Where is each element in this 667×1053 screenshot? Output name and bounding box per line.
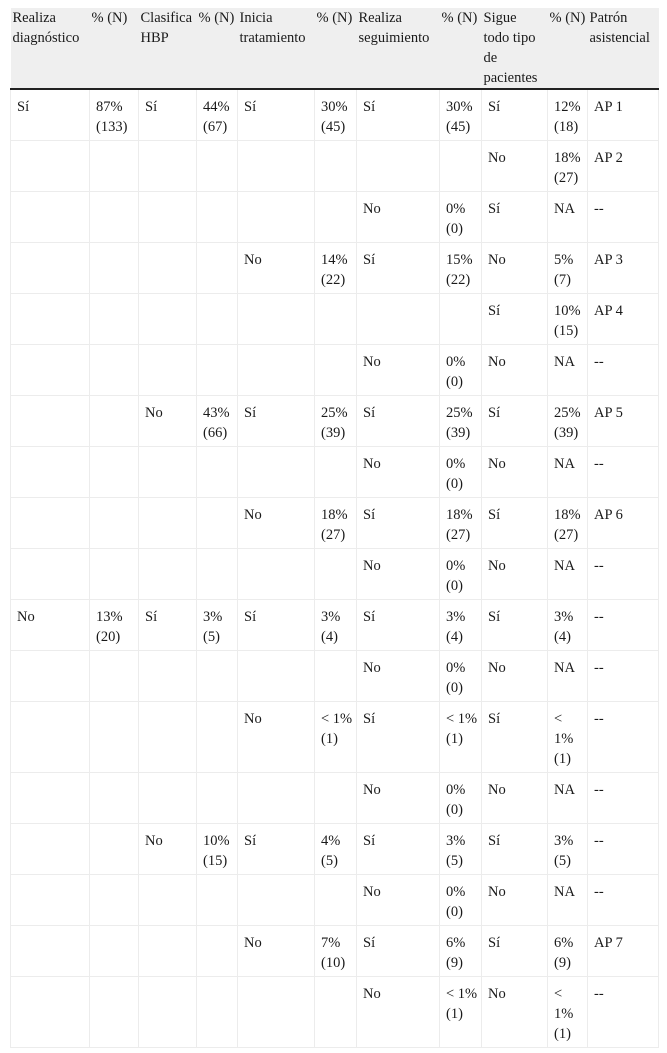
table-cell: 10% (15) [197,823,238,874]
table-cell [238,293,315,344]
table-cell: No [238,242,315,293]
table-cell: -- [588,599,659,650]
table-cell [11,191,90,242]
table-cell: -- [588,548,659,599]
table-cell: -- [588,344,659,395]
table-cell: 3% (4) [315,599,357,650]
table-cell: 3% (5) [440,823,482,874]
header-row [11,8,659,89]
table-cell [90,701,139,772]
table-cell [139,446,197,497]
table-cell [238,548,315,599]
table-cell: 3% (4) [440,599,482,650]
table-cell: Sí [482,823,548,874]
table-cell: No [482,976,548,1047]
table-cell [11,446,90,497]
table-cell: Sí [482,701,548,772]
header-pct-diagnostico: % (N) [90,8,139,89]
table-cell: Sí [357,823,440,874]
header-pct-inicia: % (N) [315,8,357,89]
table-cell: AP 3 [588,242,659,293]
table-cell: Sí [357,599,440,650]
table-cell: No [482,140,548,191]
table-cell: No [357,191,440,242]
table-cell: NA [548,191,588,242]
table-row [11,772,659,823]
table-cell: Sí [357,395,440,446]
table-cell [197,976,238,1047]
table-cell [315,548,357,599]
table-cell: Sí [482,497,548,548]
table-row [11,701,659,772]
table-cell: 0% (0) [440,191,482,242]
table-cell: < 1% (1) [548,701,588,772]
table-cell [11,823,90,874]
header-inicia: Inicia tratamiento [238,8,315,89]
table-cell: NA [548,650,588,701]
table-cell [11,293,90,344]
table-cell: No [357,874,440,925]
table-cell [139,772,197,823]
table-cell [139,548,197,599]
table-cell [11,344,90,395]
table-cell: 13% (20) [90,599,139,650]
table-cell: Sí [482,293,548,344]
table-cell [238,976,315,1047]
table-cell [197,140,238,191]
table-cell: 0% (0) [440,446,482,497]
table-cell [11,497,90,548]
table-cell: 6% (9) [440,925,482,976]
table-cell: Sí [238,395,315,446]
table-cell: AP 5 [588,395,659,446]
table-cell: No [357,650,440,701]
table-cell: 0% (0) [440,772,482,823]
table-header [11,8,659,89]
table-container [10,8,658,1048]
table-cell: -- [588,823,659,874]
header-diagnostico: Realiza diagnóstico [11,8,90,89]
table-cell: No [482,548,548,599]
table-cell [139,497,197,548]
table-cell: 30% (45) [315,89,357,140]
table-cell [11,650,90,701]
table-cell: Sí [139,89,197,140]
table-cell: No [238,925,315,976]
table-cell: 3% (5) [197,599,238,650]
table-cell: No [238,701,315,772]
table-cell [139,140,197,191]
table-cell: < 1% (1) [548,976,588,1047]
table-cell [315,293,357,344]
table-cell: 12% (18) [548,89,588,140]
table-row [11,925,659,976]
table-row [11,395,659,446]
table-cell [90,191,139,242]
table-cell: NA [548,548,588,599]
table-cell [90,497,139,548]
table-cell [90,395,139,446]
table-cell [90,548,139,599]
table-cell: No [482,242,548,293]
table-row [11,89,659,140]
table-cell: Sí [357,701,440,772]
table-cell: 18% (27) [548,140,588,191]
table-cell [139,976,197,1047]
table-cell [197,497,238,548]
table-cell [197,925,238,976]
table-cell: -- [588,191,659,242]
table-cell: Sí [11,89,90,140]
table-cell: 15% (22) [440,242,482,293]
table-cell: Sí [357,89,440,140]
table-cell: 7% (10) [315,925,357,976]
table-cell: -- [588,701,659,772]
table-row [11,599,659,650]
table-cell: No [238,497,315,548]
table-cell: -- [588,446,659,497]
table-cell: 25% (39) [548,395,588,446]
table-cell [90,293,139,344]
table-cell: 0% (0) [440,650,482,701]
table-cell [90,874,139,925]
table-cell [197,293,238,344]
table-cell: No [139,823,197,874]
table-cell: 43% (66) [197,395,238,446]
table-cell: 10% (15) [548,293,588,344]
table-cell: Sí [139,599,197,650]
table-cell [197,446,238,497]
table-cell [11,772,90,823]
table-cell [11,395,90,446]
table-cell: Sí [482,395,548,446]
table-cell: < 1% (1) [440,701,482,772]
table-cell: -- [588,772,659,823]
header-pct-seguimiento: % (N) [440,8,482,89]
table-cell [315,650,357,701]
table-cell: 3% (5) [548,823,588,874]
table-cell: 44% (67) [197,89,238,140]
table-cell [90,140,139,191]
table-cell [238,191,315,242]
table-cell: AP 4 [588,293,659,344]
table-row [11,874,659,925]
table-cell: 3% (4) [548,599,588,650]
table-cell: AP 2 [588,140,659,191]
table-row [11,242,659,293]
header-sigue: Sigue todo tipo de pacientes [482,8,548,89]
table-cell [315,344,357,395]
table-cell [315,140,357,191]
table-cell: AP 1 [588,89,659,140]
table-cell: 25% (39) [315,395,357,446]
table-cell: No [139,395,197,446]
table-cell: 18% (27) [315,497,357,548]
table-cell [139,650,197,701]
table-cell [315,976,357,1047]
table-cell: No [357,344,440,395]
table-cell [90,925,139,976]
table-cell: NA [548,772,588,823]
table-cell: 18% (27) [440,497,482,548]
table-cell: 4% (5) [315,823,357,874]
table-cell: 0% (0) [440,344,482,395]
table-cell: -- [588,650,659,701]
table-cell [139,874,197,925]
table-cell [139,242,197,293]
table-body [11,89,659,1047]
table-cell: Sí [357,497,440,548]
table-cell: Sí [482,925,548,976]
table-cell: No [482,650,548,701]
header-patron: Patrón asistencial [588,8,659,89]
table-cell [139,701,197,772]
table-cell: 25% (39) [440,395,482,446]
table-cell [197,344,238,395]
table-cell [197,191,238,242]
table-cell: 30% (45) [440,89,482,140]
table-cell [197,701,238,772]
table-cell: 0% (0) [440,874,482,925]
table-row [11,446,659,497]
table-cell: Sí [357,242,440,293]
table-cell [315,772,357,823]
table-row [11,823,659,874]
table-cell: No [482,344,548,395]
table-cell [139,344,197,395]
table-cell: Sí [482,191,548,242]
table-cell: 14% (22) [315,242,357,293]
header-pct-sigue: % (N) [548,8,588,89]
table-cell: 87% (133) [90,89,139,140]
table-cell [197,548,238,599]
table-cell [238,650,315,701]
table-cell [357,140,440,191]
table-row [11,650,659,701]
table-cell [440,293,482,344]
table-cell [357,293,440,344]
table-row [11,548,659,599]
table-cell: Sí [238,599,315,650]
table-cell: 6% (9) [548,925,588,976]
table-row [11,976,659,1047]
table-cell [90,446,139,497]
table-cell: Sí [238,823,315,874]
table-cell [197,242,238,293]
table-cell [197,772,238,823]
table-cell [90,344,139,395]
table-cell [11,925,90,976]
table-cell: 18% (27) [548,497,588,548]
table-cell: NA [548,446,588,497]
table-cell: -- [588,976,659,1047]
table-cell: Sí [357,925,440,976]
table-cell: No [482,874,548,925]
table-row [11,344,659,395]
table-cell: -- [588,874,659,925]
table-cell [11,548,90,599]
header-clasifica: Clasifica HBP [139,8,197,89]
table-cell [315,191,357,242]
table-cell: No [482,446,548,497]
table-cell [90,823,139,874]
table-row [11,140,659,191]
table-cell [11,976,90,1047]
table-cell [11,874,90,925]
table-cell: No [11,599,90,650]
table-row [11,497,659,548]
table-cell [139,925,197,976]
table-cell: < 1% (1) [315,701,357,772]
header-seguimiento: Realiza seguimiento [357,8,440,89]
table-cell: AP 6 [588,497,659,548]
table-cell [11,140,90,191]
table-cell: No [357,548,440,599]
table-cell [197,650,238,701]
table-cell [238,772,315,823]
table-cell [90,650,139,701]
table-cell: Sí [238,89,315,140]
table-cell: NA [548,874,588,925]
table-cell [315,874,357,925]
table-cell [90,242,139,293]
table-row [11,293,659,344]
table-cell [238,140,315,191]
table-cell [440,140,482,191]
table-cell: No [357,976,440,1047]
table-cell [11,701,90,772]
table-cell: Sí [482,599,548,650]
table-cell [238,874,315,925]
table-cell: 0% (0) [440,548,482,599]
table-cell [90,772,139,823]
table-cell: 5% (7) [548,242,588,293]
table-cell [238,446,315,497]
table-cell: No [357,446,440,497]
table-row [11,191,659,242]
table-cell: < 1% (1) [440,976,482,1047]
table-cell [11,242,90,293]
table-cell: No [357,772,440,823]
header-pct-clasifica: % (N) [197,8,238,89]
table-cell [139,293,197,344]
table-cell: No [482,772,548,823]
table-cell: NA [548,344,588,395]
table-cell [90,976,139,1047]
table-cell: Sí [482,89,548,140]
table-cell [315,446,357,497]
table-cell: AP 7 [588,925,659,976]
care-pattern-table [10,8,659,1048]
table-cell [197,874,238,925]
table-cell [139,191,197,242]
table-cell [238,344,315,395]
